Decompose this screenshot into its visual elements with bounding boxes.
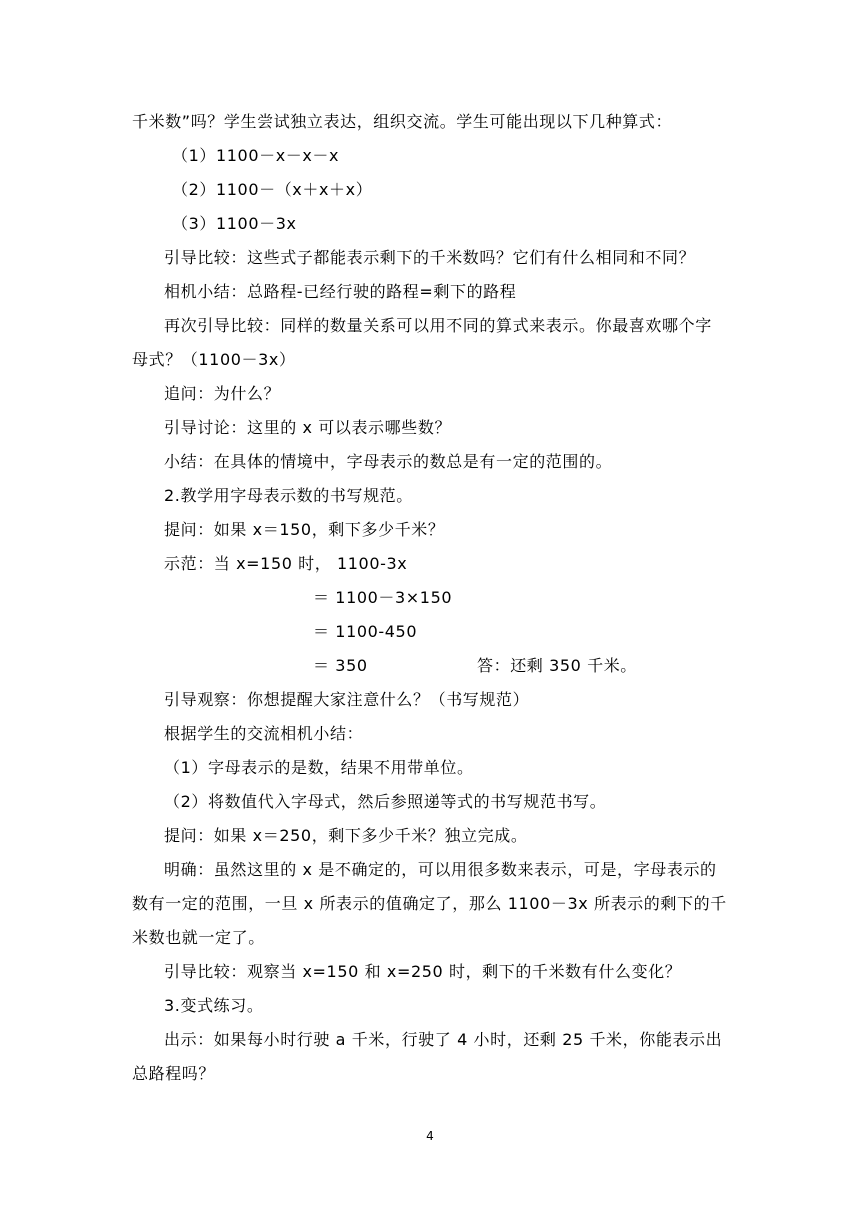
answer-text: 答：还剩 350 千米。 bbox=[477, 656, 637, 675]
text-line: 引导讨论：这里的 x 可以表示哪些数？ bbox=[164, 418, 452, 437]
calc-step: ＝ 350 bbox=[313, 656, 368, 675]
formula-line: （3）1100－3x bbox=[172, 214, 297, 233]
section-heading: 2.教学用字母表示数的书写规范。 bbox=[164, 486, 413, 505]
list-item: （1）字母表示的是数，结果不用带单位。 bbox=[164, 758, 474, 777]
text-line: 追问：为什么？ bbox=[164, 384, 281, 403]
text-line: 明确：虽然这里的 x 是不确定的，可以用很多数来表示，可是，字母表示的 bbox=[164, 860, 717, 879]
calc-step: ＝ 1100-450 bbox=[313, 622, 418, 641]
text-line: 相机小结：总路程-已经行驶的路程=剩下的路程 bbox=[164, 282, 517, 301]
text-line: 引导比较：这些式子都能表示剩下的千米数吗？它们有什么相同和不同？ bbox=[164, 248, 696, 267]
text-line: 提问：如果 x＝150，剩下多少千米？ bbox=[164, 520, 445, 539]
text-line: 千米数”吗？学生尝试独立表达，组织交流。学生可能出现以下几种算式： bbox=[132, 112, 673, 131]
text-line: 根据学生的交流相机小结： bbox=[164, 724, 364, 743]
list-item: （2）将数值代入字母式，然后参照递等式的书写规范书写。 bbox=[164, 792, 607, 811]
text-line: 再次引导比较：同样的数量关系可以用不同的算式来表示。你最喜欢哪个字 bbox=[164, 316, 712, 335]
text-line: 小结：在具体的情境中，字母表示的数总是有一定的范围的。 bbox=[164, 452, 613, 471]
text-line: 示范：当 x=150 时， bbox=[164, 554, 332, 573]
page-number: 4 bbox=[426, 1129, 434, 1143]
calc-expression: 1100-3x bbox=[337, 554, 408, 573]
text-line: 提问：如果 x＝250，剩下多少千米？独立完成。 bbox=[164, 826, 528, 845]
text-line: 米数也就一定了。 bbox=[132, 928, 265, 947]
text-line: 出示：如果每小时行驶 a 千米，行驶了 4 小时，还剩 25 千米，你能表示出 bbox=[164, 1030, 723, 1049]
text-line: 数有一定的范围，一旦 x 所表示的值确定了，那么 1100－3x 所表示的剩下的千 bbox=[132, 894, 727, 913]
section-heading: 3.变式练习。 bbox=[164, 996, 264, 1015]
text-line: 总路程吗？ bbox=[132, 1064, 216, 1083]
text-line: 引导观察：你想提醒大家注意什么？（书写规范） bbox=[164, 690, 530, 709]
calc-step: ＝ 1100－3×150 bbox=[313, 588, 453, 607]
text-line: 母式？（1100－3x） bbox=[132, 350, 296, 369]
formula-line: （2）1100－（x＋x＋x） bbox=[172, 180, 373, 199]
formula-line: （1）1100－x－x－x bbox=[172, 146, 340, 165]
text-line: 引导比较：观察当 x=150 和 x=250 时，剩下的千米数有什么变化？ bbox=[164, 962, 682, 981]
